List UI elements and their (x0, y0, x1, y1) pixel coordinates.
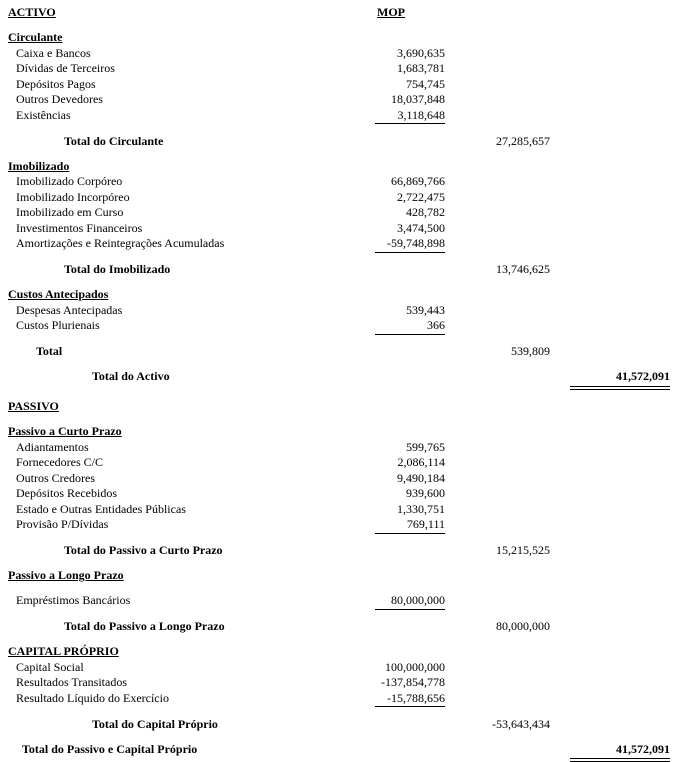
value-col-b (445, 455, 550, 471)
value-col-a (338, 174, 445, 190)
value-col-c (550, 77, 670, 93)
value-col-a (338, 644, 445, 660)
value-col-a (338, 543, 445, 559)
value-col-a (338, 691, 445, 708)
value-col-a (338, 92, 445, 108)
value-col-b (445, 61, 550, 77)
value-col-a (338, 399, 445, 415)
value-c: 41,572,091 (570, 369, 670, 390)
value-col-c (550, 399, 670, 415)
value-col-b (445, 691, 550, 707)
row-label-cell (0, 644, 338, 660)
row-label: Existências (8, 108, 71, 122)
balance-row (0, 344, 698, 360)
value-col-c (550, 517, 670, 533)
value-a: 3,690,635 (397, 46, 445, 62)
balance-row (0, 221, 698, 237)
balance-row (0, 108, 698, 125)
value-col-c (550, 717, 670, 733)
row-label-cell (0, 543, 338, 559)
value-col-c (550, 46, 670, 62)
row-label: Provisão P/Dívidas (8, 517, 108, 531)
row-label-cell (0, 108, 338, 124)
row-label-cell (0, 424, 338, 440)
value-col-c (550, 660, 670, 676)
row-label: CAPITAL PRÓPRIO (8, 644, 119, 658)
row-label: Depósitos Recebidos (8, 486, 117, 500)
value-col-c (550, 5, 670, 21)
row-label: Amortizações e Reintegrações Acumuladas (8, 236, 224, 250)
value-col-b (445, 424, 550, 440)
balance-row (0, 644, 698, 660)
value-col-b (445, 134, 550, 150)
value-col-c (550, 471, 670, 487)
value-col-a (338, 440, 445, 456)
value-col-a (338, 568, 445, 584)
value-col-a (338, 108, 445, 125)
row-label-cell (0, 471, 338, 487)
value-col-c (550, 344, 670, 360)
row-label-cell (0, 455, 338, 471)
value-col-b (445, 619, 550, 635)
value-col-a (338, 344, 445, 360)
row-label: Estado e Outras Entidades Públicas (8, 502, 186, 516)
value-a: 1,683,781 (397, 61, 445, 77)
value-col-b (445, 46, 550, 62)
value-a: 66,869,766 (391, 174, 445, 190)
value-a: 769,111 (375, 517, 445, 534)
balance-row (0, 399, 698, 415)
row-label: Total do Imobilizado (8, 262, 170, 276)
value-col-b (445, 502, 550, 518)
row-label: Imobilizado Incorpóreo (8, 190, 130, 204)
value-a: 1,330,751 (397, 502, 445, 518)
value-a: 3,118,648 (375, 108, 445, 125)
value-a: 599,765 (406, 440, 445, 456)
balance-row (0, 369, 698, 390)
value-col-c (550, 619, 670, 635)
balance-row (0, 46, 698, 62)
value-col-a (338, 159, 445, 175)
value-col-c (550, 174, 670, 190)
balance-row (0, 486, 698, 502)
value-col-a (338, 717, 445, 733)
row-label-cell (0, 619, 338, 635)
row-label-cell (0, 174, 338, 190)
value-a: 2,086,114 (397, 455, 445, 471)
row-label: Outros Credores (8, 471, 95, 485)
value-a: 539,443 (406, 303, 445, 319)
value-col-a (338, 221, 445, 237)
row-label-cell (0, 77, 338, 93)
value-col-a (338, 303, 445, 319)
balance-row (0, 440, 698, 456)
value-col-a (338, 675, 445, 691)
balance-row (0, 660, 698, 676)
row-label-cell (0, 440, 338, 456)
value-col-c (550, 486, 670, 502)
balance-row (0, 675, 698, 691)
value-c: 41,572,091 (570, 742, 670, 762)
value-col-c (550, 205, 670, 221)
row-label-cell (0, 46, 338, 62)
value-col-b (445, 318, 550, 334)
value-a: 100,000,000 (385, 660, 445, 676)
balance-row (0, 303, 698, 319)
row-label-cell (0, 92, 338, 108)
value-col-a (338, 517, 445, 534)
value-col-a (338, 46, 445, 62)
value-col-b (445, 543, 550, 559)
value-b: 539,809 (511, 344, 550, 360)
value-col-c (550, 675, 670, 691)
row-label: Outros Devedores (8, 92, 103, 106)
value-a: -15,788,656 (375, 691, 445, 708)
row-label: Fornecedores C/C (8, 455, 103, 469)
row-label: Depósitos Pagos (8, 77, 96, 91)
value-col-b (445, 517, 550, 533)
balance-row (0, 471, 698, 487)
value-col-c (550, 568, 670, 584)
value-col-b (445, 287, 550, 303)
row-label: Imobilizado em Curso (8, 205, 123, 219)
value-a: 428,782 (406, 205, 445, 221)
row-label: Total (8, 344, 62, 358)
balance-row (0, 691, 698, 708)
value-col-a (338, 619, 445, 635)
row-label-cell (0, 190, 338, 206)
value-col-b (445, 92, 550, 108)
value-b: 13,746,625 (496, 262, 550, 278)
value-col-a (338, 486, 445, 502)
row-label-cell (0, 717, 338, 733)
value-col-a (338, 318, 445, 335)
value-col-b (445, 369, 550, 385)
value-col-a (338, 262, 445, 278)
row-label: Total do Circulante (8, 134, 163, 148)
balance-row (0, 424, 698, 440)
value-col-b (445, 221, 550, 237)
balance-row (0, 619, 698, 635)
row-label-cell (0, 318, 338, 334)
row-label-cell (0, 593, 338, 609)
balance-row (0, 159, 698, 175)
balance-row (0, 174, 698, 190)
row-label: Resultados Transitados (8, 675, 127, 689)
balance-row (0, 287, 698, 303)
value-b: 27,285,657 (496, 134, 550, 150)
value-a: 9,490,184 (397, 471, 445, 487)
row-label: Custos Plurienais (8, 318, 100, 332)
balance-row (0, 717, 698, 733)
balance-row (0, 92, 698, 108)
row-label: Total do Passivo e Capital Próprio (8, 742, 197, 756)
value-a: MOP (377, 5, 405, 21)
value-a: -59,748,898 (375, 236, 445, 253)
value-col-c (550, 287, 670, 303)
value-col-c (550, 92, 670, 108)
value-b: -53,643,434 (492, 717, 550, 733)
row-label: Passivo a Longo Prazo (8, 568, 124, 582)
row-label-cell (0, 660, 338, 676)
value-col-c (550, 159, 670, 175)
row-label: Empréstimos Bancários (8, 593, 130, 607)
value-a: 80,000,000 (375, 593, 445, 610)
value-col-a (338, 30, 445, 46)
row-label: Capital Social (8, 660, 84, 674)
row-label-cell (0, 369, 338, 385)
value-col-c (550, 134, 670, 150)
value-a: 2,722,475 (397, 190, 445, 206)
balance-row (0, 262, 698, 278)
row-label-cell (0, 30, 338, 46)
value-a: 366 (375, 318, 445, 335)
value-col-b (445, 5, 550, 21)
row-label-cell (0, 486, 338, 502)
balance-row (0, 455, 698, 471)
balance-row (0, 517, 698, 534)
row-label-cell (0, 691, 338, 707)
value-col-b (445, 159, 550, 175)
value-col-c (550, 593, 670, 609)
value-col-c (550, 236, 670, 252)
row-label: ACTIVO (8, 5, 56, 19)
value-col-c (550, 502, 670, 518)
row-label-cell (0, 399, 338, 415)
value-col-a (338, 593, 445, 610)
row-label: Circulante (8, 30, 62, 44)
value-col-b (445, 471, 550, 487)
row-label: Resultado Líquido do Exercício (8, 691, 169, 705)
balance-row (0, 742, 698, 762)
balance-row (0, 134, 698, 150)
value-a: 3,474,500 (397, 221, 445, 237)
value-col-a (338, 502, 445, 518)
row-label: Adiantamentos (8, 440, 89, 454)
value-col-a (338, 77, 445, 93)
value-col-b (445, 30, 550, 46)
value-col-c (550, 318, 670, 334)
row-label-cell (0, 5, 338, 21)
value-col-c (550, 440, 670, 456)
row-label: Total do Passivo a Longo Prazo (8, 619, 225, 633)
value-col-c (550, 30, 670, 46)
value-col-b (445, 675, 550, 691)
value-col-a (338, 424, 445, 440)
value-col-b (445, 303, 550, 319)
value-a: 18,037,848 (391, 92, 445, 108)
balance-row (0, 236, 698, 253)
value-col-a (338, 369, 445, 385)
value-b: 15,215,525 (496, 543, 550, 559)
value-col-b (445, 644, 550, 660)
value-col-a (338, 61, 445, 77)
balance-row (0, 61, 698, 77)
row-label-cell (0, 236, 338, 252)
value-b: 80,000,000 (496, 619, 550, 635)
value-col-c (550, 543, 670, 559)
row-label-cell (0, 344, 338, 360)
value-col-b (445, 660, 550, 676)
row-label: Passivo a Curto Prazo (8, 424, 122, 438)
value-col-c (550, 262, 670, 278)
row-label-cell (0, 159, 338, 175)
value-a: -137,854,778 (381, 675, 445, 691)
value-col-b (445, 344, 550, 360)
value-col-a (338, 190, 445, 206)
value-col-b (445, 440, 550, 456)
balance-row (0, 77, 698, 93)
row-label: Dívidas de Terceiros (8, 61, 115, 75)
value-col-c (550, 61, 670, 77)
balance-row (0, 543, 698, 559)
value-col-c (550, 303, 670, 319)
row-label: Total do Capital Próprio (8, 717, 218, 731)
value-col-a (338, 742, 445, 758)
value-col-c (550, 742, 670, 762)
value-col-c (550, 424, 670, 440)
balance-row (0, 30, 698, 46)
row-label: Total do Passivo a Curto Prazo (8, 543, 223, 557)
value-col-a (338, 134, 445, 150)
value-col-a (338, 5, 445, 21)
row-label-cell (0, 134, 338, 150)
value-col-b (445, 568, 550, 584)
value-col-c (550, 369, 670, 390)
row-label-cell (0, 61, 338, 77)
value-a: 754,745 (406, 77, 445, 93)
row-label-cell (0, 287, 338, 303)
value-col-b (445, 77, 550, 93)
value-col-b (445, 190, 550, 206)
value-col-c (550, 108, 670, 124)
row-label: Imobilizado (8, 159, 69, 173)
value-col-b (445, 717, 550, 733)
balance-row (0, 205, 698, 221)
row-label: Total do Activo (8, 369, 170, 383)
balance-row (0, 5, 698, 21)
value-col-b (445, 742, 550, 758)
row-label: Custos Antecipados (8, 287, 108, 301)
row-label-cell (0, 742, 338, 758)
value-a: 939,600 (406, 486, 445, 502)
balance-sheet-rows (0, 5, 698, 762)
row-label-cell (0, 221, 338, 237)
row-label: Despesas Antecipadas (8, 303, 122, 317)
value-col-b (445, 593, 550, 609)
value-col-a (338, 471, 445, 487)
value-col-c (550, 221, 670, 237)
balance-row (0, 318, 698, 335)
value-col-c (550, 644, 670, 660)
balance-row (0, 190, 698, 206)
value-col-c (550, 190, 670, 206)
value-col-a (338, 455, 445, 471)
value-col-b (445, 108, 550, 124)
row-label-cell (0, 517, 338, 533)
value-col-b (445, 399, 550, 415)
value-col-b (445, 236, 550, 252)
value-col-b (445, 205, 550, 221)
row-label: Investimentos Financeiros (8, 221, 142, 235)
balance-row (0, 502, 698, 518)
value-col-a (338, 236, 445, 253)
row-label-cell (0, 262, 338, 278)
row-label: PASSIVO (8, 399, 59, 413)
value-col-b (445, 262, 550, 278)
row-label: Caixa e Bancos (8, 46, 91, 60)
value-col-c (550, 455, 670, 471)
row-label: Imobilizado Corpóreo (8, 174, 122, 188)
balance-row (0, 593, 698, 610)
value-col-c (550, 691, 670, 707)
row-label-cell (0, 568, 338, 584)
value-col-b (445, 486, 550, 502)
value-col-a (338, 205, 445, 221)
row-label-cell (0, 303, 338, 319)
row-label-cell (0, 675, 338, 691)
value-col-a (338, 287, 445, 303)
row-label-cell (0, 205, 338, 221)
row-label-cell (0, 502, 338, 518)
value-col-b (445, 174, 550, 190)
value-col-a (338, 660, 445, 676)
balance-row (0, 568, 698, 584)
